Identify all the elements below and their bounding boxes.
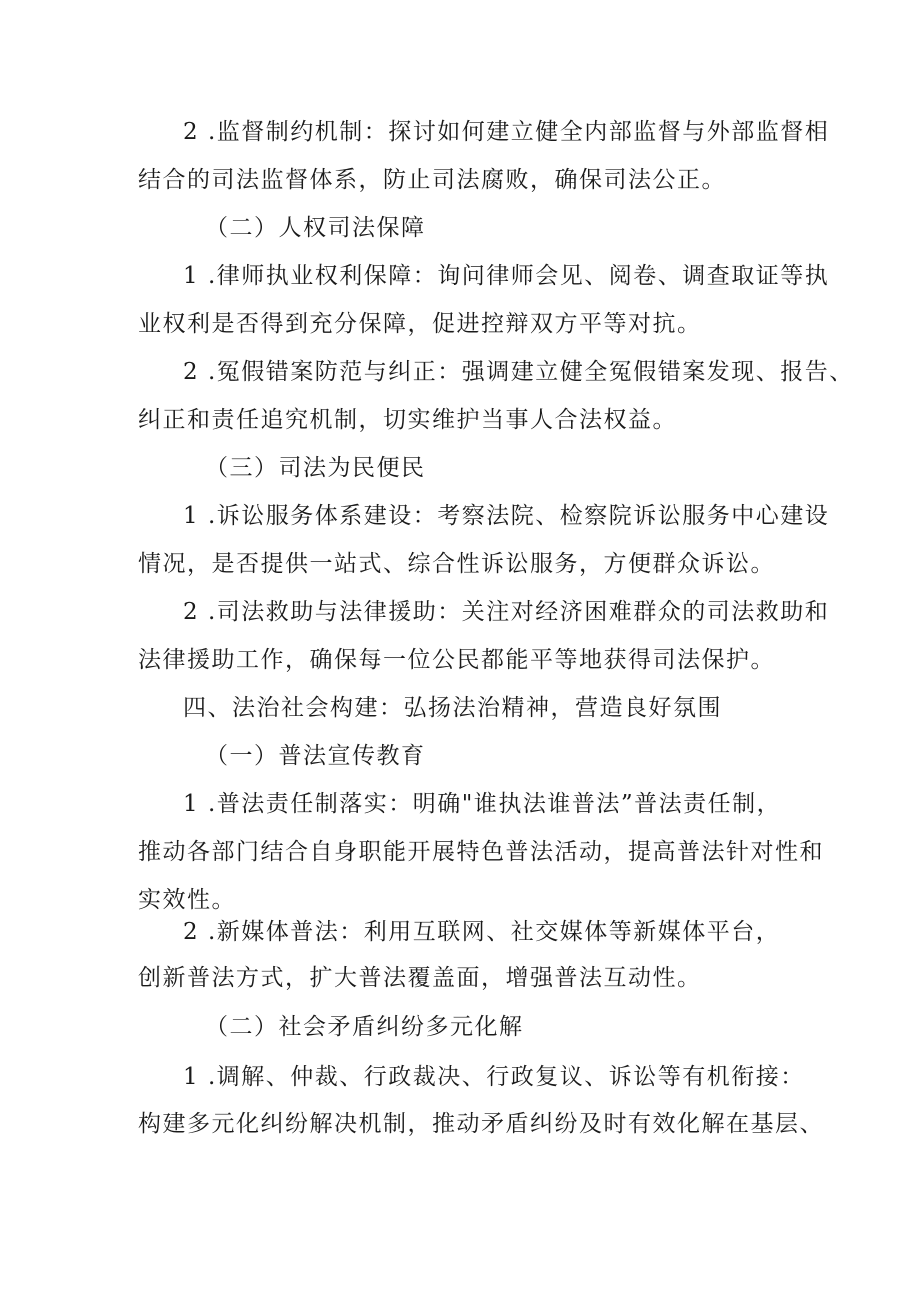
- paragraph-line: 结合的司法监督体系，防止司法腐败，确保司法公正。: [138, 167, 726, 193]
- paragraph-line: 1 .律师执业权利保障：询问律师会见、阅卷、调查取证等执: [183, 263, 830, 289]
- paragraph-line: 1 .普法责任制落实：明确"谁执法谁普法”普法责任制，: [183, 791, 782, 817]
- paragraph-line: 2 .司法救助与法律援助：关注对经济困难群众的司法救助和: [183, 599, 830, 625]
- chapter-heading: 四、法治社会构建：弘扬法治精神，营造良好氛围: [183, 695, 722, 721]
- paragraph-line: 1 .诉讼服务体系建设：考察法院、检察院诉讼服务中心建设: [183, 503, 830, 529]
- paragraph-line: 情况，是否提供一站式、综合性诉讼服务，方便群众诉讼。: [138, 551, 775, 577]
- paragraph-line: 2 .新媒体普法：利用互联网、社交媒体等新媒体平台，: [183, 919, 781, 945]
- paragraph-line: 纠正和责任追究机制，切实维护当事人合法权益。: [138, 407, 677, 433]
- paragraph-line: 2 .监督制约机制：探讨如何建立健全内部监督与外部监督相: [183, 119, 830, 145]
- paragraph-line: 1 .调解、仲裁、行政裁决、行政复议、诉讼等有机衔接：: [183, 1064, 805, 1090]
- paragraph-line: 实效性。: [138, 887, 236, 913]
- paragraph-line: 2 .冤假错案防范与纠正：强调建立健全冤假错案发现、报告、: [183, 359, 854, 385]
- paragraph-line: 法律援助工作，确保每一位公民都能平等地获得司法保护。: [138, 647, 775, 673]
- section-heading: （二）社会矛盾纠纷多元化解: [205, 1014, 524, 1040]
- paragraph-line: 创新普法方式，扩大普法覆盖面，增强普法互动性。: [138, 965, 702, 991]
- paragraph-line: 业权利是否得到充分保障，促进控辩双方平等对抗。: [138, 311, 702, 337]
- section-heading: （三）司法为民便民: [205, 455, 426, 481]
- paragraph-line: 推动各部门结合自身职能开展特色普法活动，提高普法针对性和: [138, 839, 824, 865]
- section-heading: （一）普法宣传教育: [205, 743, 426, 769]
- paragraph-line: 构建多元化纠纷解决机制，推动矛盾纠纷及时有效化解在基层、: [138, 1111, 824, 1137]
- section-heading: （二）人权司法保障: [205, 215, 426, 241]
